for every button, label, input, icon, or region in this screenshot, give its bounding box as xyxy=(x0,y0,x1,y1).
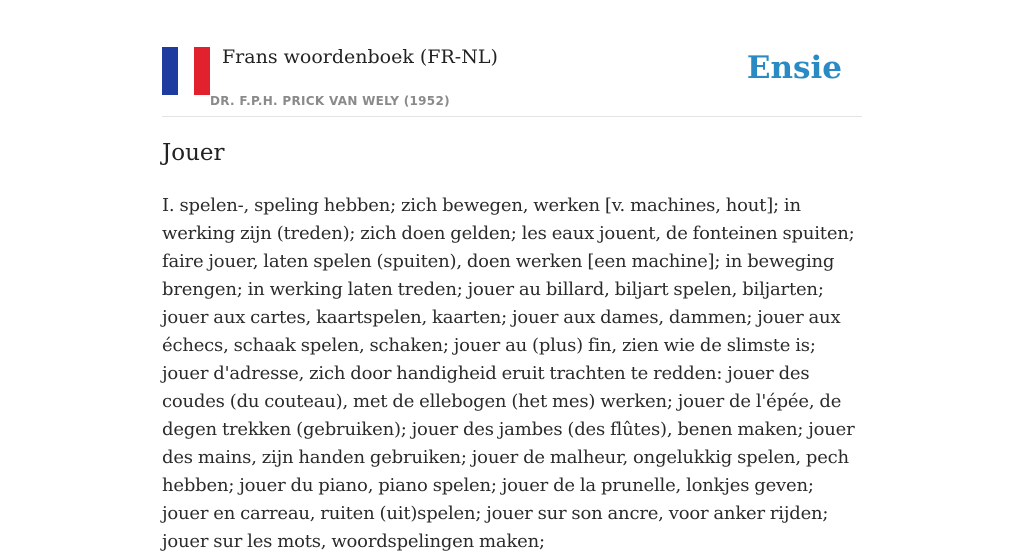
entry-headword: Jouer xyxy=(162,140,225,166)
dictionary-author: DR. F.P.H. PRICK VAN WELY (1952) xyxy=(210,94,450,108)
dictionary-header xyxy=(162,40,862,117)
france-flag-icon xyxy=(162,47,210,95)
dictionary-title[interactable]: Frans woordenboek (FR-NL) xyxy=(222,46,498,68)
entry-definition: I. spelen-, speling hebben; zich bewegen, werken [v. machines, hout]; in werking zijn (treden); zich doen gelden; les eaux jouent, de fonteinen spuiten; faire jouer, laten spelen (spuiten), doen werken [een machine]; in beweging brengen; in werking laten treden; jouer au billard, biljart spelen, biljarten; jouer aux cartes, kaartspelen, kaarten; jouer aux dames, dammen; jouer aux échecs, schaak spelen, schaken; jouer au (plus) fin, zien wie de slimste is; jouer d'adresse, zich door handigheid eruit trachten te redden: jouer des coudes (du couteau), met de ellebogen (het mes) werken; jouer de l'épée, de degen trekken (gebruiken); jouer des jambes (des flûtes), benen maken; jouer des mains, zijn handen gebruiken; jouer de malheur, ongelukkig spelen, pech hebben; jouer du piano, piano spelen; jouer de la prunelle, lonkjes geven; jouer en carreau, ruiten (uit)spelen; jouer sur son ancre, voor anker rijden; jouer sur les mots, woordspelingen maken; xyxy=(162,195,855,552)
brand-logo-link[interactable]: Ensie xyxy=(746,50,842,86)
